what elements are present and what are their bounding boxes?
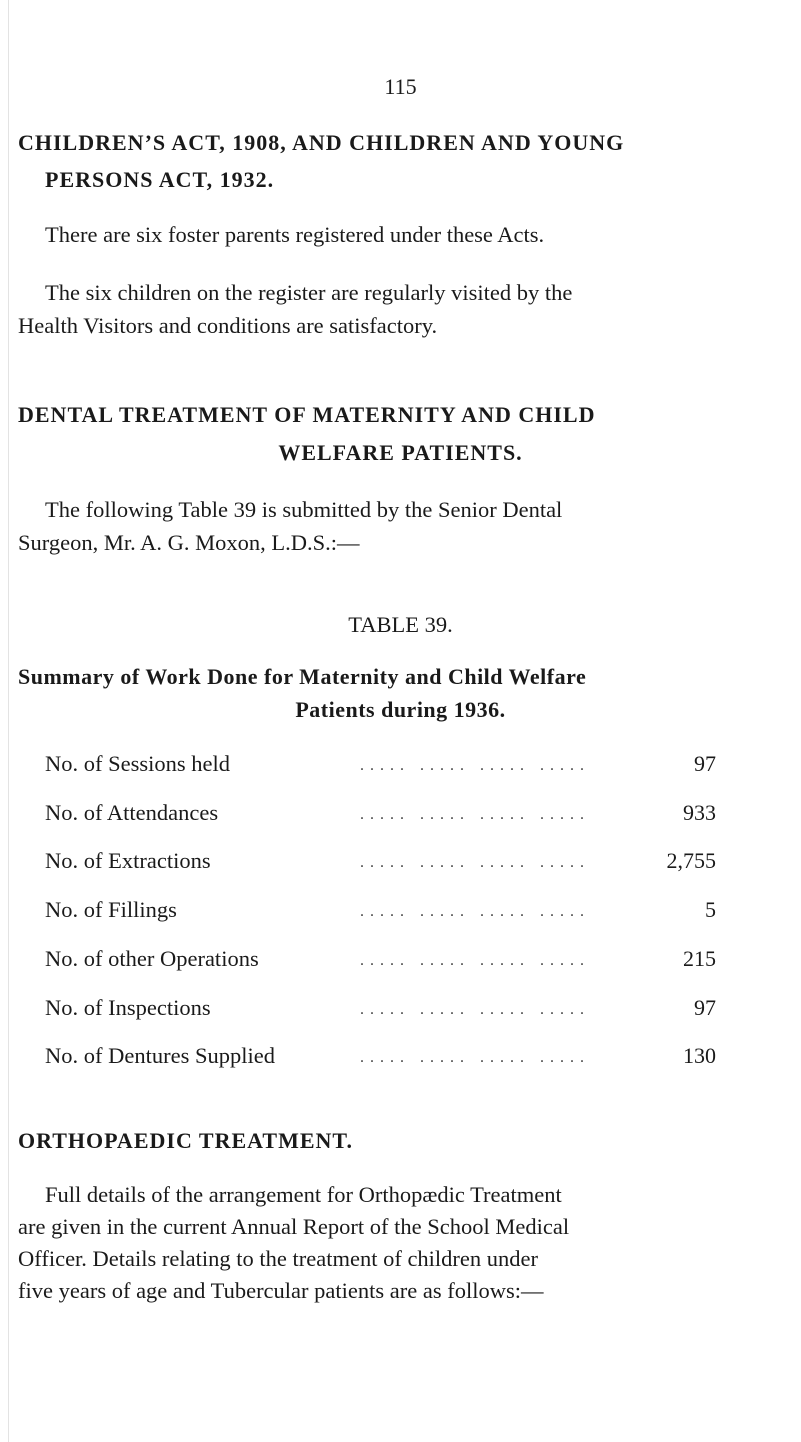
paragraph-table-intro: The following Table 39 is submitted by the Senior Dental (45, 497, 563, 522)
table-row-dots: ..... ..... ..... ..... (360, 1049, 590, 1066)
section-heading-orthopaedic: ORTHOPAEDIC TREATMENT. (18, 1128, 353, 1153)
table-subtitle: Summary of Work Done for Maternity and Child Welfare (18, 664, 587, 689)
paragraph-children-register: The six children on the register are regularly visited by the (45, 280, 573, 305)
paragraph-orthopaedic-line1: Full details of the arrangement for Orthopædic Treatment (45, 1182, 562, 1207)
table-row-label: No. of Sessions held (45, 751, 230, 776)
section-heading-childrens-act-line2: PERSONS ACT, 1932. (45, 167, 275, 192)
table-row-label: No. of other Operations (45, 946, 259, 971)
table-row-dots: ..... ..... ..... ..... (360, 854, 590, 871)
table-row-dots: ..... ..... ..... ..... (360, 1001, 590, 1018)
section-heading-dental-treatment-line2: WELFARE PATIENTS. (278, 440, 523, 465)
section-heading-dental-treatment: DENTAL TREATMENT OF MATERNITY AND CHILD (18, 402, 596, 427)
paragraph-table-intro-line2: Surgeon, Mr. A. G. Moxon, L.D.S.:— (18, 530, 360, 555)
table-row-dots: ..... ..... ..... ..... (360, 952, 590, 969)
table-row-label: No. of Extractions (45, 848, 211, 873)
section-heading-childrens-act: CHILDREN’S ACT, 1908, AND CHILDREN AND YOUNG (18, 130, 625, 155)
table-row-value: 5 (705, 897, 716, 922)
table-row-dots: ..... ..... ..... ..... (360, 806, 590, 823)
paragraph-foster-parents: There are six foster parents registered under these Acts. (45, 222, 545, 247)
page-number: 115 (384, 74, 417, 99)
paragraph-children-register-line2: Health Visitors and conditions are satisfactory. (18, 313, 438, 338)
table-row-dots: ..... ..... ..... ..... (360, 757, 590, 774)
paragraph-orthopaedic-line2: are given in the current Annual Report of the School Medical (18, 1214, 570, 1239)
table-row-dots: ..... ..... ..... ..... (360, 903, 590, 920)
table-row-label: No. of Inspections (45, 995, 211, 1020)
table-row-value: 97 (694, 751, 716, 776)
table-row-label: No. of Fillings (45, 897, 177, 922)
paragraph-orthopaedic-line4: five years of age and Tubercular patients are as follows:— (18, 1278, 544, 1303)
table-row-label: No. of Dentures Supplied (45, 1043, 275, 1068)
table-row-label: No. of Attendances (45, 800, 219, 825)
table-row-value: 2,755 (666, 848, 716, 873)
table-subtitle-line2: Patients during 1936. (295, 697, 506, 722)
table-row-value: 215 (683, 946, 716, 971)
table-row-value: 130 (683, 1043, 716, 1068)
table-title: TABLE 39. (348, 612, 453, 637)
table-row-value: 97 (694, 995, 716, 1020)
paragraph-orthopaedic-line3: Officer. Details relating to the treatment of children under (18, 1246, 539, 1271)
table-row-value: 933 (683, 800, 716, 825)
